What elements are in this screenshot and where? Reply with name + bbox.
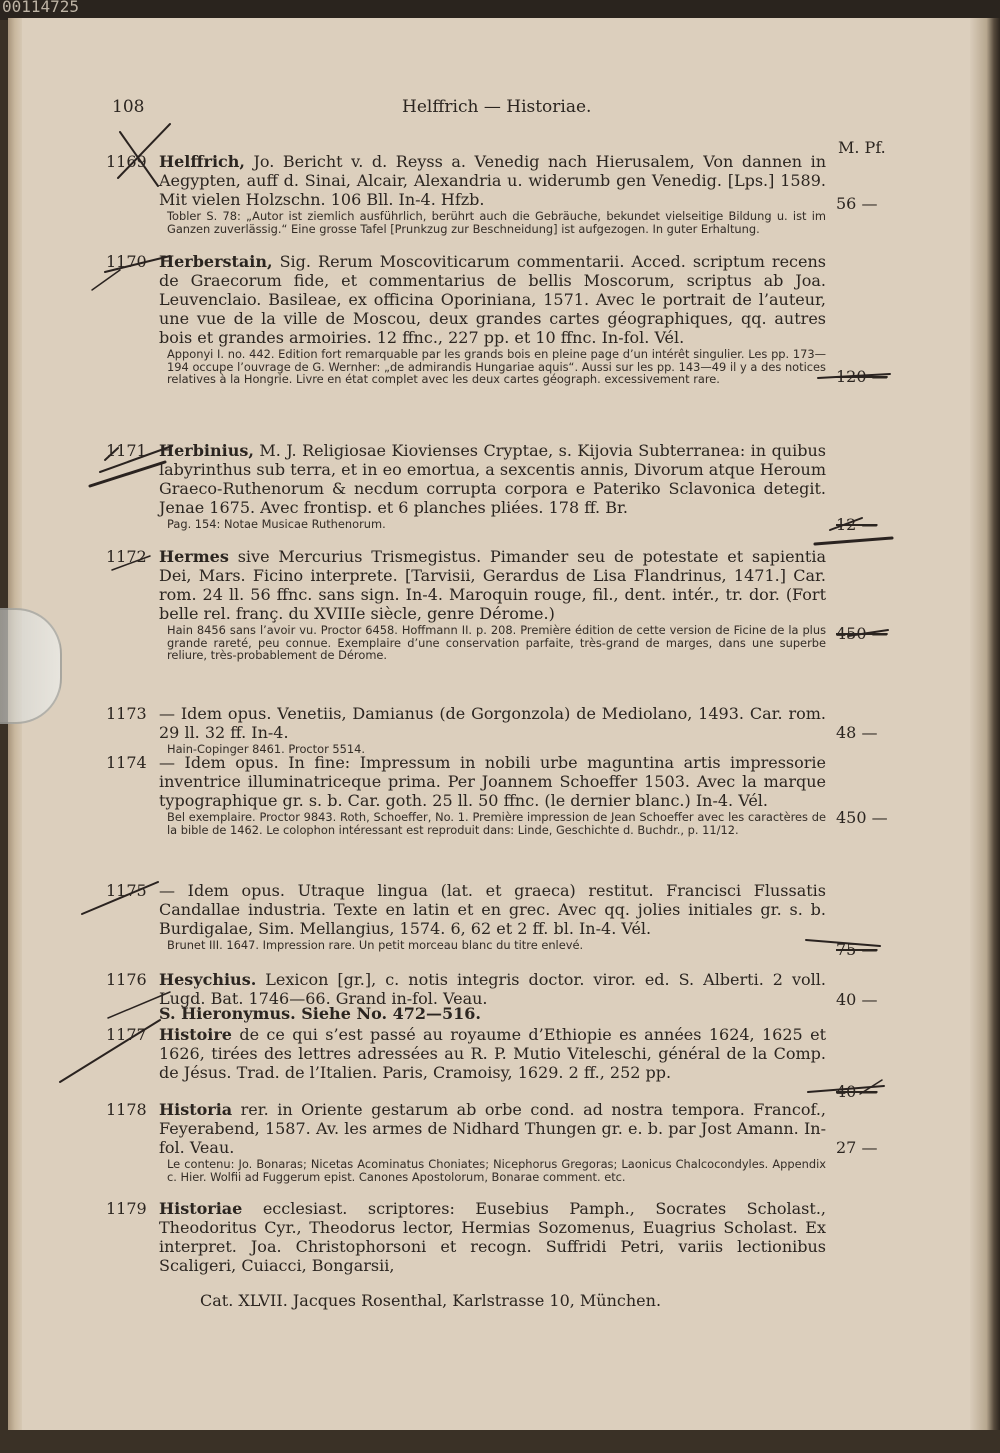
price: 48 — <box>836 723 878 742</box>
pencil-cross-mark <box>120 132 158 186</box>
lot-number: 1178 <box>106 1100 147 1119</box>
price: 450 — <box>836 808 888 827</box>
catalogue-footer: Cat. XLVII. Jacques Rosenthal, Karlstrasse 10, München. <box>200 1291 662 1310</box>
pencil-tick-mark <box>105 256 170 272</box>
entry-note: Bel exemplaire. Proctor 9843. Roth, Schoeffer, No. 1. Première impression de Jean Schoeffer avec les caractères de la bible de 1462. Le colophon intéressant est reproduit dans: Linde, Geschichte d. Buchdr., p. 11/12. <box>167 810 826 837</box>
price-strike-stroke <box>806 940 880 946</box>
entry-text: — Idem opus. Utraque lingua (lat. et graeca) restitut. Francisci Flussatis Candallae industria. Texte en latin et en grec. Avec qq. jolies initiales gr. s. b. Burdigalae, Sim. Mellangius, 1574. 6, 62 et 2 ff. bl. In-4. Vél. <box>159 881 826 938</box>
running-title: Helffrich — Historiae. <box>402 97 592 117</box>
entry-text: Hermes sive Mercurius Trismegistus. Pimander seu de potestate et sapientia Dei, Mars. Ficino interprete. [Tarvisii, Gerardus de Lisa Flandrinus, 1471.] Car. rom. 24 ll. 56 ffnc. sans sign. In-4. Maroquin rouge, fil., dent. intér., tr. dor. (Fort belle rel. franç. du XVIIIe siècle, genre Dérome.) <box>159 547 826 623</box>
price-struck: 120 — <box>836 367 888 386</box>
price-struck: 75 — <box>836 940 878 959</box>
cross-reference: S. Hieronymus. Siehe No. 472—516. <box>159 1004 481 1023</box>
entry-note: Apponyi I. no. 442. Edition fort remarquable par les grands bois en pleine page d’un intérêt singulier. Les pp. 173—194 occupe l’ouvrage de G. Wernher: „de admirandis Hungariae aquis“. Aussi sur les pp. 143—49 il y a des notices relatives à la Hongrie. Livre en état complet avec les deux cartes géograph. excessivement rare. <box>167 347 826 386</box>
price-strike-stroke <box>848 630 888 636</box>
pencil-tick-mark <box>108 992 170 1018</box>
price-struck: 12 — <box>836 515 878 534</box>
entry-text: Helffrich, Jo. Bericht v. d. Reyss a. Venedig nach Hierusalem, Von dannen in Aegypten, auff d. Sinai, Alcair, Alexandria u. widerumb gen Venedig. [Lps.] 1589. Mit vielen Holzschn. 106 Bll. In-4. Hfzb. <box>159 152 826 209</box>
entry-note: Tobler S. 78: „Autor ist ziemlich ausführlich, berührt auch die Gebräuche, bekundet vielseitige Bildung u. ist im Ganzen zuverlässig.“ Eine grosse Tafel [Prunkzug zur Beschneidung] ist aufgezogen. In guter Erhaltung. <box>167 209 826 236</box>
price-strike-stroke <box>815 538 892 544</box>
entry-note: Pag. 154: Notae Musicae Ruthenorum. <box>167 517 386 531</box>
price-strike-stroke <box>808 1086 884 1092</box>
entry-text: Herbinius, M. J. Religiosae Kiovienses Cryptae, s. Kijovia Subterranea: in quibus labyrinthus sub terra, et in eo emortua, a sexcentis annis, Divorum atque Heroum Graeco-Ruthenorum & necdum corrupta corpora e Pateriko Sclavonica detegit. Jenae 1675. Avec frontisp. et 6 planches pliées. 178 ff. Br. <box>159 441 826 517</box>
pencil-cross-mark <box>118 124 170 178</box>
lot-number: 1179 <box>106 1199 147 1218</box>
entry-text: Herberstain, Sig. Rerum Moscoviticarum commentarii. Acced. scriptum recens de Graecorum fide, et commentarius de bellis Moscorum, scriptus ab Joa. Leuvenclaio. Basileae, ex officina Oporiniana, 1571. Avec le portrait de l’auteur, une vue de la ville de Moscou, deux grandes cartes géographiques, qq. autres bois et grandes armoiries. 12 ffnc., 227 pp. et 10 ffnc. In-fol. Vél. <box>159 252 826 347</box>
entry-text: Hesychius. Lexicon [gr.], c. notis integris doctor. viror. ed. S. Alberti. 2 voll. Lugd. Bat. 1746—66. Grand in-fol. Veau. <box>159 970 826 1008</box>
price: 27 — <box>836 1138 878 1157</box>
price-struck: 450 — <box>836 624 888 643</box>
entry-note: Hain 8456 sans l’avoir vu. Proctor 6458. Hoffmann II. p. 208. Première édition de cette version de Ficine de la plus grande rareté, peu connue. Exemplaire d’une conservation parfaite, très-grand de marges, dans une superbe reliure, très-probablement de Dérome. <box>167 623 826 662</box>
price-column-heading: M. Pf. <box>838 138 886 157</box>
entry-note: Brunet III. 1647. Impression rare. Un petit morceau blanc du titre enlevé. <box>167 938 584 952</box>
lot-number: 1176 <box>106 970 147 989</box>
scan-code: 00114725 <box>2 0 80 16</box>
entry-note: Le contenu: Jo. Bonaras; Nicetas Acominatus Choniates; Nicephorus Gregoras; Laonicus Chalcocondyles. Appendix c. Hier. Wolfii ad Fuggerum epist. Canones Apostolorum, Bonarae comment. etc. <box>167 1157 826 1184</box>
entry-text: Historiae ecclesiast. scriptores: Eusebius Pamph., Socrates Scholast., Theodoritus Cyr., Theodorus lector, Hermias Sozomenus, Euagrius Scholast. Ex interpret. Joa. Christophorsoni et recogn. Suffridi Petri, variis lectionibus Scaligeri, Cuiacci, Bongarsii, <box>159 1199 826 1275</box>
pencil-tick-mark <box>112 556 150 570</box>
pencil-tick-mark <box>60 1020 160 1082</box>
pencil-tick-mark <box>100 446 172 472</box>
lot-number: 1172 <box>106 547 147 566</box>
pencil-tick-mark <box>90 462 165 486</box>
lot-number: 1174 <box>106 753 147 772</box>
entry-text: Histoire de ce qui s’est passé au royaume d’Ethiopie es années 1624, 1625 et 1626, tirées des lettres adressées au R. P. Mutio Viteleschi, général de la Comp. de Jésus. Trad. de l’Italien. Paris, Cramoisy, 1629. 2 ff., 252 pp. <box>159 1025 826 1082</box>
price: 40 — <box>836 990 878 1009</box>
lot-number: 1171 <box>106 441 147 460</box>
lot-number: 1170 <box>106 252 147 271</box>
page-number: 108 <box>112 97 145 117</box>
lot-number: 1173 <box>106 704 147 723</box>
entry-text: Historia rer. in Oriente gestarum ab orbe cond. ad nostra tempora. Francof., Feyerabend, 1587. Av. les armes de Nidhard Thungen gr. e. b. par Jost Amann. In-fol. Veau. <box>159 1100 826 1157</box>
entry-text: — Idem opus. Venetiis, Damianus (de Gorgonzola) de Mediolano, 1493. Car. rom. 29 ll. 32 ff. In-4. <box>159 704 826 742</box>
lot-number: 1175 <box>106 881 147 900</box>
entry-text: — Idem opus. In fine: Impressum in nobili urbe maguntina artis impressorie inventrice illuminatriceque prima. Per Joannem Schoeffer 1503. Avec la marque typographique gr. s. b. Car. goth. 25 ll. 50 ffnc. (le dernier blanc.) In-4. Vél. <box>159 753 826 810</box>
pencil-tick-mark <box>105 448 118 460</box>
pencil-tick-mark <box>82 882 158 914</box>
entry-note: Hain-Copinger 8461. Proctor 5514. <box>167 742 366 756</box>
price-strike-stroke <box>818 374 890 378</box>
lot-number: 1177 <box>106 1025 147 1044</box>
price-strike-stroke <box>830 518 862 530</box>
price: 56 — <box>836 194 878 213</box>
lot-number: 1169 <box>106 152 147 171</box>
price-struck: 40 — <box>836 1082 878 1101</box>
pencil-tick-mark <box>92 270 120 290</box>
